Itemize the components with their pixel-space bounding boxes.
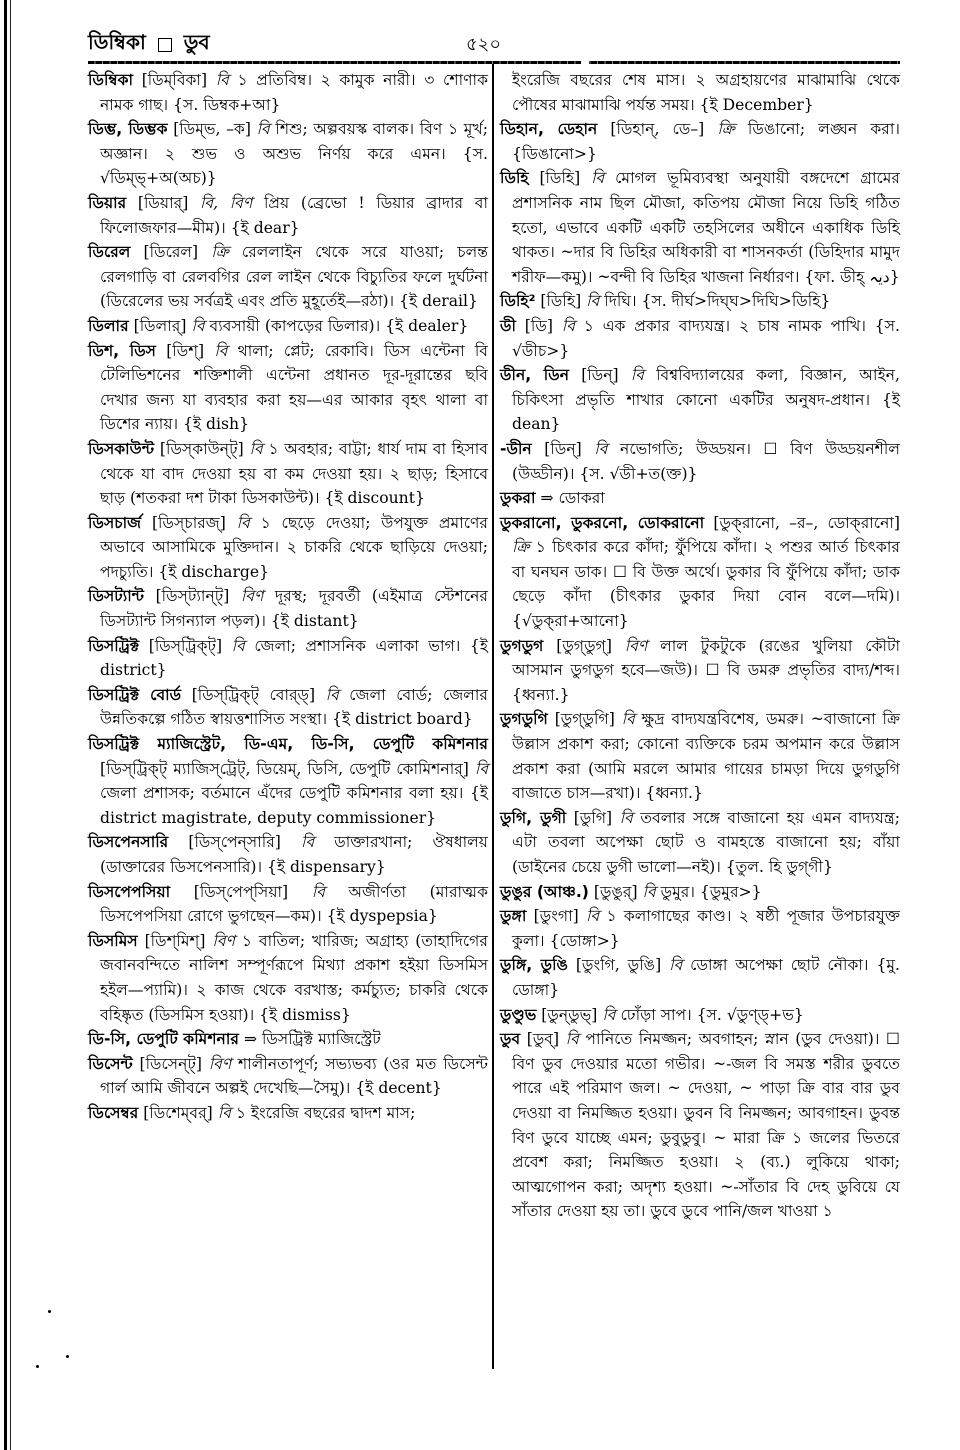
entry-part-of-speech: বি — [591, 169, 605, 188]
entry-pronunciation: [ডুন্‌ডুভ্‌] — [541, 1005, 598, 1024]
entry-etymology: {ধ্বন্যা.} — [645, 784, 703, 803]
entry-definition: ডিঙানো; লঙ্ঘন করা। — [747, 120, 900, 139]
header-rule — [88, 61, 900, 64]
dictionary-entry — [88, 191, 488, 240]
dictionary-entry — [88, 929, 488, 1027]
entry-etymology: {ডিঙানো>} — [512, 144, 597, 163]
entry-definition: তবলার সঙ্গে বাজানো হয় এমন বাদ্যযন্ত্র; এটা তবলা অপেক্ষা ছোট ও বামহস্তে বাজানো হয়; বাঁয়া (ডাইনের চেয়ে ডুগী ভালো—নই)। — [512, 808, 900, 876]
entry-definition: মোগল ভূমিব্যবস্থা অনুযায়ী বঙ্গদেশে গ্রামের প্রশাসনিক নাম ছিল মৌজা, কতিপয় মৌজা নিয়ে ডিহি গঠিত হতো, এভাবে একটি একটি তহসিলের অধীনে একাধিক ডিহি থাকত। ~দার বি ডিহির অধিকারী বা শাসনকর্তা (ডিহিদার মামুদ শরীফ—কমু)। ~বন্দী বি ডিহির খাজনা নির্ধারণ। — [512, 169, 900, 286]
dictionary-entry — [88, 511, 488, 585]
entry-definition: রেললাইন থেকে সরে যাওয়া; চলন্ত রেলগাড়ি বা রেলবগির রেল লাইন থেকে বিচ্যুতির ফলে দুর্ঘটনা (ডিরেলের ভয় সর্বত্রই এবং প্রতি মুহূর্তেই—রঠা)। — [100, 243, 488, 311]
entry-definition: দিঘি। — [604, 292, 637, 311]
entry-etymology: {স. √ডুণ্ড্‌+ভ} — [696, 1005, 804, 1024]
dictionary-entry — [500, 289, 900, 314]
entry-etymology: {ই dismiss} — [259, 1005, 351, 1024]
dictionary-entry — [500, 1027, 900, 1224]
entry-pronunciation: [ডুংগা] — [533, 907, 579, 926]
entry-headword: ডিসমিস — [88, 931, 138, 950]
entry-definition: ১ কলাগাছের কাণ্ড। ২ ষষ্ঠী পূজার উপচারযুক্ত কুলা। — [512, 907, 900, 950]
scan-speck — [36, 1365, 39, 1368]
entry-part-of-speech: বি — [325, 685, 339, 704]
dictionary-entry — [500, 953, 900, 1002]
entry-etymology: {তুল. হি ডুগ্‌গী} — [725, 858, 833, 876]
entry-part-of-speech: বি — [561, 316, 575, 335]
entry-pronunciation: [ডিস্‌পেন্‌সারি] — [188, 833, 281, 852]
entry-definition: লাল টুকটুকে (রঙের খুলিয়া কৌটা আসমান ডুগডুগ হবে—জউ)। ☐ বি ডমরু প্রভৃতির বাদ্য/শব্দ। — [512, 636, 900, 680]
entry-part-of-speech: ক্রি — [512, 538, 530, 557]
entry-part-of-speech: বি — [621, 710, 635, 729]
entry-headword: ডিম্বিকা — [88, 71, 134, 89]
entry-headword: ডিসচার্জ — [88, 513, 142, 532]
entry-headword: ডিহান, ডেহান — [500, 120, 598, 139]
entry-pronunciation: [ডুগ্‌ডুগি] — [554, 710, 615, 729]
entry-part-of-speech: ক্রি — [211, 243, 229, 262]
entry-pronunciation: [ডিস্‌ট্যান্‌ট্‌] — [155, 587, 230, 606]
entry-definition: ডাক্তারখানা; ঔষধালয় (ডাক্তারের ডিসপেনসারি)। — [100, 833, 488, 876]
entry-headword: ডিসপেনসারি — [88, 833, 169, 852]
guide-words — [88, 28, 210, 61]
right-column — [500, 68, 900, 1224]
entry-headword: ডিসেম্বর — [88, 1103, 139, 1122]
dictionary-entry — [88, 880, 488, 929]
dictionary-entry — [88, 240, 488, 314]
entry-definition: ঢোঁড়া সাপ। — [620, 1005, 692, 1024]
dictionary-entry — [88, 314, 488, 339]
entry-part-of-speech: বি — [565, 1030, 579, 1049]
entry-headword: ডুঙুর (আঞ্চ.) — [500, 882, 589, 901]
entry-etymology: {√ডুক্‌রা+আনো} — [512, 612, 629, 631]
entry-pronunciation: [ডুঙুর্‌] — [593, 882, 638, 901]
entry-headword: ডিলার — [88, 316, 129, 335]
dictionary-entry — [88, 68, 488, 117]
entry-headword: ডুঙ্গি, ডুঙি — [500, 956, 568, 975]
dictionary-entry — [88, 1052, 488, 1101]
entry-etymology: {ই discharge} — [158, 562, 270, 581]
entry-definition: শালীনতাপূর্ণ; সভ্যভব্য (ওর মত ডিসেন্ট গার্ল আমি জীবনে অল্পই দেখেছি—সৈমু)। — [100, 1054, 488, 1098]
page-number: ৫২০ — [466, 34, 502, 55]
entry-etymology: {ডোঙ্গা>} — [549, 931, 620, 950]
entry-headword: ডুব — [500, 1030, 521, 1049]
dictionary-entry — [500, 511, 900, 634]
entry-etymology: {স. √ডিম্ভ্‌+অ(অচ)} — [100, 144, 488, 188]
guide-word-first: ডিম্বিকা — [88, 30, 146, 54]
entry-pronunciation: [ডিন্‌] — [544, 439, 582, 458]
entry-pronunciation: [ডিস্‌পেপ্‌সিয়া] — [193, 882, 289, 901]
entry-definition: থালা; প্লেট; রেকাবি। ডিস এন্টেনা বি টেলিভিশনের শক্তিশালী এন্টেনা প্রধানত দূর-দূরান্তের ছবি দেখার জন্য যা ব্যবহার করা হয়—এর আকার বৃহৎ থালা বা ডিশের ন্যায়। — [100, 341, 488, 434]
dictionary-entry — [500, 117, 900, 166]
entry-definition: ১ প্রতিবিম্ব। ২ কামুক নারী। ৩ শোণাক নামক গাছ। — [100, 71, 488, 114]
entry-part-of-speech: ক্রি — [717, 120, 735, 139]
entry-headword: ডিম্ভ, ডিম্ভক — [88, 120, 168, 139]
entry-definition: প্রিয় (ব্রেভো ! ডিয়ার ব্রাদার বা ফিলোজফার—মীম)। — [100, 193, 488, 237]
entry-part-of-speech: বিণ — [624, 636, 648, 655]
entry-part-of-speech: বি — [249, 439, 263, 458]
entry-etymology: {ই district magistrate, deputy commissioner} — [100, 784, 488, 827]
dictionary-entry — [88, 117, 488, 191]
entry-etymology: {স. √ডী+ত(ক্ত)} — [579, 464, 698, 483]
entry-pronunciation: [ডুংগি, ডুঙি] — [575, 956, 662, 975]
entry-definition: বিশ্ববিদ্যালয়ের কলা, বিজ্ঞান, আইন, চিকিৎসা প্রভৃতি শাখার কোনো একটির অনুষদ-প্রধান। — [512, 366, 900, 409]
entry-definition: ১ ইংরেজি বছরের দ্বাদশ মাস; — [235, 1103, 416, 1122]
entry-headword: ডিরেল — [88, 243, 131, 262]
entry-headword: ডুণ্ডুভ — [500, 1005, 537, 1024]
entry-pronunciation: [ডিস্‌কাউন্‌ট্‌] — [159, 439, 244, 458]
entry-headword: ডিশ, ডিস — [88, 341, 156, 360]
entry-headword: ডুকরা — [500, 489, 536, 508]
entry-etymology: {স. দীর্ঘ>দিঘ্‌ঘ>দিঘি>ডিহি} — [641, 292, 831, 311]
dictionary-entry — [500, 707, 900, 805]
entry-definition: জেলা; প্রশাসনিক এলাকা ভাগ। — [254, 636, 461, 655]
dictionary-entry — [500, 437, 900, 486]
dictionary-entry — [88, 634, 488, 683]
dictionary-entry — [88, 339, 488, 437]
box-icon — [158, 38, 172, 52]
entry-headword: ডি-সি, ডেপুটি কমিশনার — [88, 1030, 239, 1049]
entry-etymology: {ই dish} — [183, 415, 249, 434]
entry-part-of-speech: বিণ — [212, 931, 235, 950]
entry-headword: ডুগি, ডুগী — [500, 808, 567, 827]
entry-etymology: {ই dyspepsia} — [326, 907, 438, 926]
entry-definition: নভোগতি; উড্ডয়ন। ☐ বিণ উড্ডয়নশীল (উড্ডীন)। — [512, 439, 900, 483]
entry-definition: পানিতে নিমজ্জন; অবগাহন; স্নান (ডুব দেওয়া)। ☐ বিণ ডুব দেওয়ার মতো গভীর। ~-জল বি সমস্ত শরীর ডুবতে পারে এই পরিমাণ জল। ~ দেওয়া, ~ পাড়া ক্রি বার বার ডুব দেওয়া বা নিমজ্জিত হওয়া। ডুবন বি নিমজ্জন; আবগাহন। ডুবন্ত বিণ ডুবে যাচ্ছে এমন; ডুবুডুবু। ~ মারা ক্রি ১ জলের ভিতরে প্রবেশ করা; নিমজ্জিত হওয়া। ২ (ব্য.) লুকিয়ে থাকা; আত্মগোপন করা; অদৃশ্য হওয়া। ~-সাঁতার বি দেহ ডুবিয়ে যে সাঁতার দেওয়া হয় তা। ডুবে ডুবে পানি/জল খাওয়া ১ — [512, 1030, 900, 1221]
scan-edge-inner — [10, 0, 11, 1450]
dictionary-entry — [88, 683, 488, 732]
entry-headword: ডিসেন্ট — [88, 1054, 133, 1073]
entry-definition: ১ চিৎকার করে কাঁদা; ফুঁপিয়ে কাঁদা। ২ পশুর আর্ত চিৎকার বা ঘনঘন ডাক। ☐ বি উক্ত অর্থে। ডুকার বি ফুঁপিয়ে কাঁদা; ডাক ছেড়ে কাঁদা (চীৎকার ডুকার দিয়া বোন বলে—দমি)। — [512, 538, 900, 606]
entry-part-of-speech: বি — [191, 316, 205, 335]
entry-etymology: {ই discount} — [324, 489, 425, 508]
entry-etymology: {ই dealer} — [385, 316, 469, 335]
entry-headword: -ডীন — [500, 439, 532, 458]
dictionary-entry — [500, 166, 900, 289]
entry-part-of-speech: বি — [301, 833, 315, 852]
dictionary-entry — [500, 363, 900, 437]
entry-etymology: {ধ্বন্যা.} — [512, 685, 570, 704]
entry-definition: ইংরেজি বছরের শেষ মাস। ২ অগ্রহায়ণের মাঝামাঝি থেকে পৌষের মাঝামাঝি পর্যন্ত সময়। — [512, 71, 900, 114]
entry-part-of-speech: বি — [214, 341, 228, 360]
scan-speck — [48, 1310, 51, 1313]
entry-definition: ⇒ ডোকরা — [540, 489, 605, 508]
entry-etymology: {ই dear} — [230, 218, 300, 237]
entry-headword: ডিহি² — [500, 292, 536, 311]
entry-etymology: {ই district} — [100, 636, 488, 680]
entry-part-of-speech: বি — [236, 513, 250, 532]
dictionary-entry — [88, 1027, 488, 1052]
entry-definition: দূরস্থ; দূরবর্তী (এইমাত্র স্টেশনের ডিসট্যান্ট সিগন্যাল পড়ল)। — [100, 587, 488, 631]
entry-part-of-speech: বি — [630, 366, 644, 385]
entry-etymology: {ই derail} — [399, 292, 478, 311]
entry-pronunciation: [ডিলার্‌] — [133, 316, 187, 335]
entry-definition: ক্ষুদ্র বাদ্যযন্ত্রবিশেষ, ডমরু। ~বাজানো ক্রি উল্লাস প্রকাশ করা; কোনো ব্যক্তিকে চরম অপমান করে উল্লাস প্রকাশ করা (আমি মরলে আমার গায়ের চামড়া দিয়ে ডুগডুগি বাজাতে চাস—রখা)। — [512, 710, 900, 803]
entry-headword: ডিয়ার — [88, 193, 127, 212]
page-header — [88, 28, 898, 58]
entry-definition: জেলা প্রশাসক; বর্তমানে এঁদের ডেপুটি কমিশনার বলা হয়। — [100, 784, 464, 803]
entry-pronunciation: [ডুগি] — [573, 808, 613, 827]
entry-part-of-speech: বি — [642, 882, 656, 901]
entry-definition: জেলা বোর্ড; জেলার উন্নতিকল্পে গঠিত স্বায়ত্তশাসিত সংস্থা। — [100, 685, 488, 729]
entry-definition: ⇒ ডিসট্রিক্ট ম্যাজিস্ট্রেট — [243, 1030, 381, 1049]
entry-pronunciation: [ডিশ্‌] — [166, 341, 205, 360]
dictionary-entry — [500, 634, 900, 708]
entry-pronunciation: [ডিশেম্‌বর্‌] — [143, 1103, 213, 1122]
entry-pronunciation: [ডিম্‌ভ, –ক] — [173, 120, 251, 139]
entry-headword: ডীন, ডিন — [500, 366, 570, 385]
entry-headword: ডিসপেপসিয়া — [88, 882, 171, 901]
entry-headword: ডিসট্রিক্ট ম্যাজিস্ট্রেট, ডি-এম, ডি-সি, ডেপুটি কমিশনার — [88, 735, 488, 754]
entry-headword: ডুগডুগ — [500, 636, 544, 655]
entry-pronunciation: [ডিস্‌ট্রিক্‌ট্‌ বোর্‌ড্‌] — [191, 685, 316, 704]
entry-pronunciation: [ডিরেল] — [143, 243, 199, 262]
entry-headword: ডুগডুগি — [500, 710, 548, 729]
entry-pronunciation: [ডিস্‌ট্রিক্‌ট্‌ ম্যাজিস্‌ট্রেট্‌, ডিয়েম্‌, ডিসি, ডেপুটি কোমিশনার্‌] — [100, 759, 469, 778]
entry-part-of-speech: বি — [474, 759, 488, 778]
entry-part-of-speech: বি — [215, 71, 229, 89]
entry-etymology: {ই distant} — [270, 612, 359, 631]
entry-definition: ১ এক প্রকার বাদ্যযন্ত্র। ২ চাষ নামক পাখি। — [583, 316, 866, 335]
entry-etymology: {ই district board} — [332, 710, 473, 729]
entry-etymology: {ই decent} — [355, 1079, 442, 1098]
entry-pronunciation: [ডিন্‌] — [581, 366, 619, 385]
dictionary-entry — [88, 1101, 488, 1126]
dictionary-entry — [88, 732, 488, 830]
entry-part-of-speech: বি — [602, 1005, 616, 1024]
entry-pronunciation: [ডিহি] — [539, 169, 581, 188]
entry-etymology: {স. ডিম্বক+আ} — [173, 95, 281, 114]
entry-part-of-speech: বি — [669, 956, 683, 975]
entry-pronunciation: [ডিস্‌চারজ্‌] — [151, 513, 226, 532]
entry-pronunciation: [ডিশ্‌মিশ্‌] — [144, 931, 206, 950]
entry-part-of-speech: বি — [586, 907, 600, 926]
entry-part-of-speech: বি — [231, 636, 245, 655]
entry-headword: ডিসট্যান্ট — [88, 587, 145, 606]
entry-definition: ১ বাতিল; খারিজ; অগ্রাহ্য (তাহাদিগের জবানবন্দিতে নালিশ সম্পূর্ণরূপে মিথ্যা প্রকাশ হইয়া ডিসমিস হইল—প্যামি)। ২ কাজ থেকে বরখাস্ত; কর্মচ্যুত; চাকরি থেকে বহিষ্কৃত (ডিসমিস হওয়া)। — [100, 931, 488, 1024]
dictionary-entry — [500, 486, 900, 511]
dictionary-entry — [500, 68, 900, 117]
left-column — [88, 68, 488, 1126]
entry-part-of-speech: বি — [594, 439, 608, 458]
dictionary-entry — [88, 584, 488, 633]
entry-pronunciation: [ডিহি] — [540, 292, 582, 311]
entry-pronunciation: [ডুক্‌রানো, –র–, ডোক্‌রানো] — [713, 513, 900, 532]
scan-edge — [4, 0, 7, 1450]
entry-part-of-speech: বি — [619, 808, 633, 827]
entry-part-of-speech: বি — [311, 882, 325, 901]
entry-headword: ডিহি — [500, 169, 529, 188]
entry-headword: ডুকরানো, ডুকরনো, ডোকরানো — [500, 513, 705, 532]
entry-part-of-speech: বি — [217, 1103, 231, 1122]
column-divider — [492, 64, 494, 1369]
entry-pronunciation: [ডিসেন্‌ট্‌] — [139, 1054, 202, 1073]
entry-headword: ডিসট্রিক্ট — [88, 636, 140, 655]
entry-etymology: {ই dispensary} — [267, 858, 386, 876]
entry-definition: ব্যবসায়ী (কাপড়ের ডিলার)। — [209, 316, 381, 335]
entry-pronunciation: [ডিয়ার্‌] — [137, 193, 189, 212]
entry-definition: ডুমুর। — [660, 882, 695, 901]
entry-headword: ডুঙ্গা — [500, 907, 527, 926]
entry-definition: ডোঙ্গা অপেক্ষা ছোট নৌকা। — [690, 956, 869, 975]
dictionary-entry — [88, 830, 488, 879]
entry-pronunciation: [ডিস্‌ট্রিক্‌ট্‌] — [148, 636, 223, 655]
entry-definition: ১ ছেড়ে দেওয়া; উপযুক্ত প্রমাণের অভাবে আসামিকে মুক্তিদান। ২ চাকরি থেকে ছাড়িয়ে দেওয়া; পদচ্যুতি। — [100, 513, 488, 581]
entry-part-of-speech: বি — [256, 120, 270, 139]
entry-pronunciation: [ডিহান্‌, ডে–] — [610, 120, 705, 139]
entry-definition: ১ অবহার; বাট্টা; ধার্য দাম বা হিসাব থেকে যা বাদ দেওয়া হয় বা কম দেওয়া হয়। ২ ছাড়; হিসাবে ছাড় (শতকরা দশ টাকা ডিসকাউন্ট)। — [100, 439, 488, 508]
entry-part-of-speech: বিণ — [208, 1054, 232, 1073]
entry-part-of-speech: বি, বিণ — [199, 193, 253, 212]
entry-headword: ডিসকাউন্ট — [88, 439, 155, 458]
entry-pronunciation: [ডুগ্‌ডুগ্‌] — [556, 636, 612, 655]
entry-definition: অজীর্ণতা (মারাত্মক ডিসপেপসিয়া রোগে ভুগছেন—কম)। — [100, 882, 488, 926]
dictionary-entry — [500, 806, 900, 880]
entry-pronunciation: [ডুব্‌] — [526, 1030, 560, 1049]
dictionary-entry — [88, 437, 488, 511]
entry-etymology: {মু. ডোঙ্গা} — [512, 956, 900, 999]
entry-etymology: {ডুমুর>} — [699, 882, 762, 901]
entry-headword: ডিসট্রিক্ট বোর্ড — [88, 685, 182, 704]
entry-etymology: {ই dean} — [512, 390, 900, 434]
dictionary-entry — [500, 314, 900, 363]
scan-speck — [66, 1355, 69, 1358]
entry-etymology: {ই December} — [699, 95, 814, 114]
dictionary-entry — [500, 880, 900, 905]
entry-pronunciation: [ডিম্‌বিকা] — [141, 71, 208, 89]
entry-part-of-speech: বিণ — [240, 587, 264, 606]
entry-etymology: {ফা. ডীহ্‌ دیہ} — [804, 267, 900, 286]
dictionary-entry — [500, 1003, 900, 1028]
entry-definition: শিশু; অল্পবয়স্ক বালক। বিণ ১ মূর্খ; অজ্ঞান। ২ শুভ ও অশুভ নির্ণয় করে এমন। — [100, 120, 488, 163]
dictionary-entry — [500, 904, 900, 953]
entry-etymology: {স. √ডীচ>} — [512, 316, 900, 360]
entry-part-of-speech: বি — [586, 292, 600, 311]
guide-word-last: ডুব — [183, 30, 210, 54]
entry-pronunciation: [ডি] — [524, 316, 553, 335]
entry-headword: ডী — [500, 316, 516, 335]
